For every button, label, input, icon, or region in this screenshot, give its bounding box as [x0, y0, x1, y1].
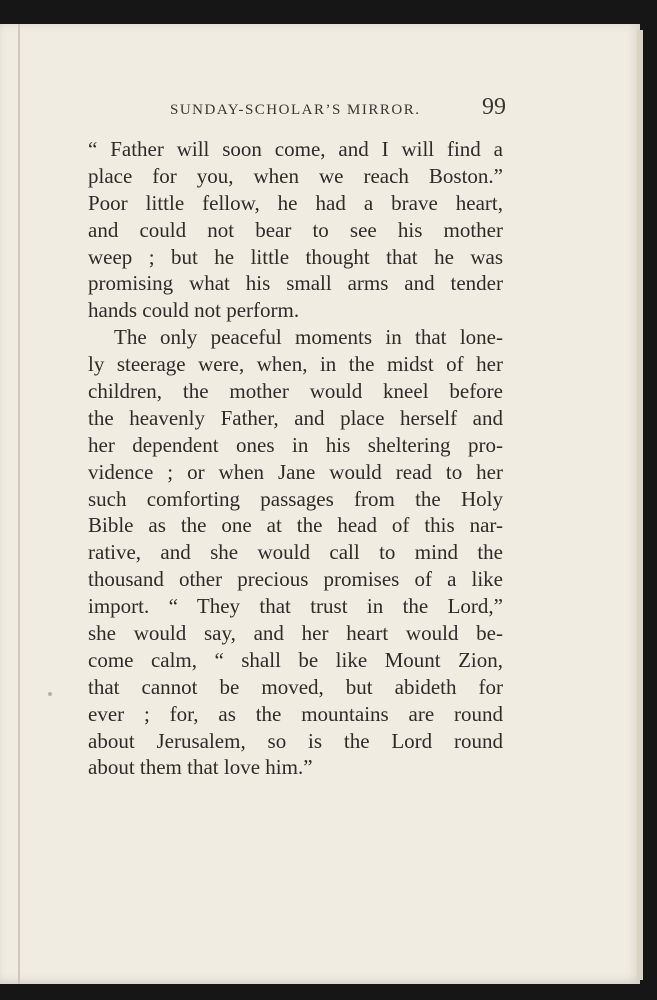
text-line: ever ; for, as the mountains are round [88, 701, 503, 726]
running-head [88, 96, 508, 126]
text-line: ly steerage were, when, in the midst of her [88, 352, 503, 377]
text-line: she would say, and her heart would be- [88, 621, 503, 646]
text-line: thousand other precious promises of a like [88, 567, 503, 592]
text-line: about them that love him.” [88, 755, 313, 780]
text-line: the heavenly Father, and place herself and [88, 405, 503, 430]
text-line: The only peaceful moments in that lone- [114, 325, 503, 350]
text-line: import. “ They that trust in the Lord,” [88, 594, 503, 619]
text-line: such comforting passages from the Holy [88, 486, 503, 511]
text-line: vidence ; or when Jane would read to her [88, 459, 503, 484]
text-line: come calm, “ shall be like Mount Zion, [88, 647, 503, 672]
text-line: Poor little fellow, he had a brave heart, [88, 190, 503, 215]
text-line: about Jerusalem, so is the Lord round [88, 728, 503, 753]
text-line: promising what his small arms and tender [88, 271, 503, 296]
gutter-line [18, 24, 20, 984]
text-line: Bible as the one at the head of this nar- [88, 513, 503, 538]
text-line: and could not bear to see his mother [88, 217, 503, 242]
text-line: children, the mother would kneel before [88, 379, 503, 404]
text-line: weep ; but he little thought that he was [88, 244, 503, 269]
page-edge [637, 30, 643, 980]
text-line: her dependent ones in his sheltering pro- [88, 432, 503, 457]
text-line: that cannot be moved, but abideth for [88, 674, 503, 699]
paper-mark [48, 692, 52, 696]
text-line: rative, and she would call to mind the [88, 540, 503, 565]
body-text [88, 136, 503, 781]
running-title: SUNDAY-SCHOLAR’S MIRROR. [170, 102, 421, 118]
page-number: 99 [482, 94, 506, 120]
text-line: hands could not perform. [88, 298, 300, 323]
text-line: “ Father will soon come, and I will find a [88, 137, 503, 161]
text-line: place for you, when we reach Boston.” [88, 163, 503, 188]
